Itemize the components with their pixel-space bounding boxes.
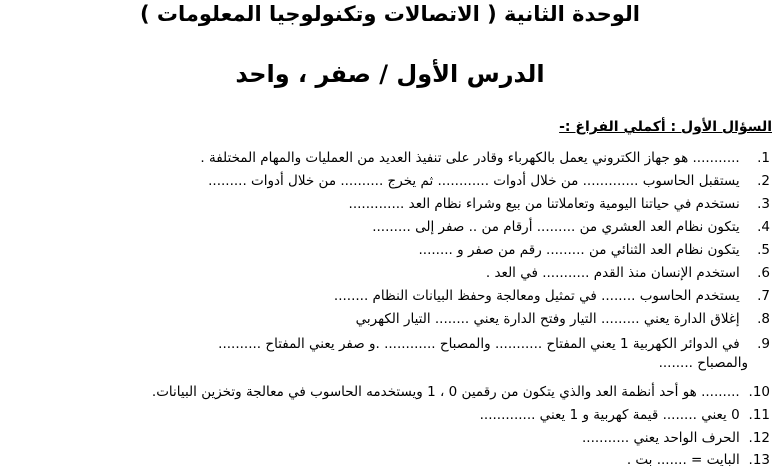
- item-text: استخدم الإنسان منذ القدم ........... في العد .: [485, 265, 740, 281]
- list-item: [40, 218, 770, 237]
- list-item: [40, 241, 770, 260]
- item-number: 5.: [757, 242, 770, 258]
- list-item: [40, 429, 770, 448]
- item-number: 2.: [757, 173, 770, 189]
- item-text: يستخدم الحاسوب ........ في تمثيل ومعالجة وحفظ البيانات النظام ........: [333, 288, 740, 304]
- item-text: 0 يعني ........ قيمة كهربية و 1 يعني .............: [479, 407, 740, 423]
- item-text: يتكون نظام العد الثنائي من ......... رقم من صفر و ........: [418, 242, 740, 258]
- item-text: يتكون نظام العد العشري من ......... أرقام من .. صفر إلى .........: [372, 219, 740, 235]
- list-item: [40, 310, 770, 329]
- item-text: نستخدم في حياتنا اليومية وتعاملاتنا من بيع وشراء نظام العد .............: [348, 196, 740, 212]
- item-number: 8.: [757, 311, 770, 327]
- item-number: 9.: [757, 336, 770, 352]
- item-number: 6.: [757, 265, 770, 281]
- item-text: في الدوائر الكهربية 1 يعني المفتاح ........... والمصباح ............ .و صفر يعني المفتاح ..........: [218, 336, 740, 352]
- item-text: الحرف الواحد يعني ...........: [581, 430, 740, 446]
- item-text: ......... هو أحد أنظمة العد والذي يتكون من رقمين 0 ، 1 ويستخدمه الحاسوب في معالجة وتخزين البيانات.: [151, 384, 740, 400]
- list-item: [40, 195, 770, 214]
- question-header: السؤال الأول : أكملي الفراغ :-: [559, 119, 772, 135]
- item-text: يستقبل الحاسوب ............. من خلال أدوات ............ ثم يخرج .......... من خلال أدوات .........: [208, 173, 740, 189]
- item-number: 10.: [748, 384, 770, 400]
- item-number: 13.: [748, 452, 770, 468]
- item-number: 1.: [757, 150, 770, 166]
- list-item: [40, 264, 770, 283]
- list-item: [40, 149, 770, 168]
- list-item: [40, 172, 770, 191]
- item-text: ........... هو جهاز الكتروني يعمل بالكهرباء وقادر على تنفيذ العديد من العمليات والمهام المختلفة .: [200, 150, 740, 166]
- item-continuation: والمصباح ........: [658, 355, 748, 371]
- item-text: إغلاق الدارة يعني ......... التيار وفتح الدارة يعني ........ التيار الكهربي: [355, 311, 740, 327]
- item-number: 7.: [757, 288, 770, 304]
- list-item: [40, 406, 770, 425]
- item-number: 12.: [748, 430, 770, 446]
- item-text: البايت = ....... بت .: [626, 452, 740, 468]
- item-number: 4.: [757, 219, 770, 235]
- list-item: [40, 287, 770, 306]
- list-item: [40, 451, 770, 470]
- list-item: [40, 383, 770, 402]
- list-item: [40, 335, 770, 373]
- lesson-title: الدرس الأول / صفر ، واحد: [235, 60, 545, 88]
- item-number: 11.: [748, 407, 770, 423]
- unit-title: الوحدة الثانية ( الاتصالات وتكنولوجيا المعلومات ): [139, 2, 641, 26]
- item-number: 3.: [757, 196, 770, 212]
